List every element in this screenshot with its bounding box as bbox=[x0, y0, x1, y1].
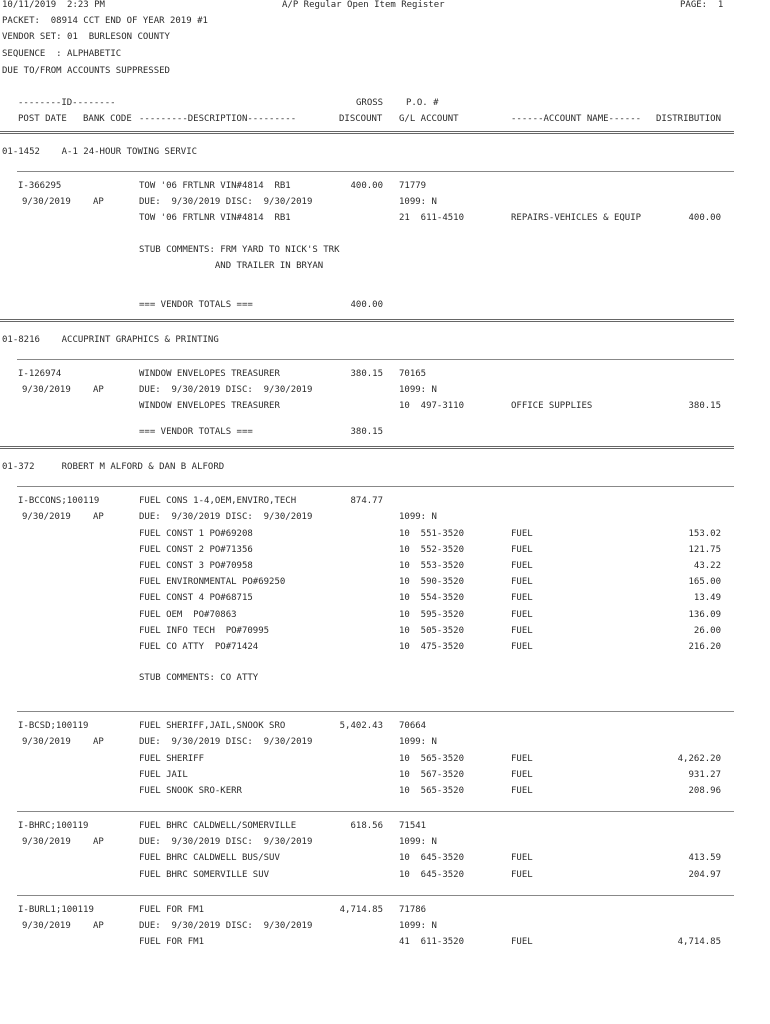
invoice-rule bbox=[17, 359, 734, 360]
distribution-amount: 165.00 bbox=[688, 577, 721, 588]
po-number: 70664 bbox=[399, 721, 427, 732]
distribution-amount: 931.27 bbox=[688, 769, 721, 780]
po-number: 70165 bbox=[399, 368, 427, 379]
gl-account: 10 552-3520 bbox=[399, 544, 465, 555]
post-date: 9/30/2019 bbox=[22, 837, 71, 848]
invoice-description: FUEL BHRC CALDWELL/SOMERVILLE bbox=[139, 821, 297, 831]
post-date: 9/30/2019 bbox=[22, 512, 71, 523]
account-name: FUEL bbox=[511, 869, 533, 880]
col-id: --------ID-------- bbox=[18, 98, 116, 108]
gl-account: 21 611-4510 bbox=[399, 213, 465, 224]
distribution-amount: 13.49 bbox=[693, 593, 721, 604]
line-description: FUEL CONST 3 PO#70958 bbox=[139, 561, 253, 571]
double-rule bbox=[0, 131, 734, 134]
invoice-rule bbox=[17, 811, 734, 812]
invoice-rule bbox=[17, 895, 734, 896]
distribution-amount: 413.59 bbox=[688, 853, 721, 864]
col-gross: GROSS bbox=[356, 98, 384, 108]
po-number: 71786 bbox=[399, 904, 427, 915]
tax-1099: 1099: N bbox=[399, 385, 437, 395]
invoice-rule bbox=[17, 711, 734, 712]
distribution-amount: 208.96 bbox=[688, 786, 721, 796]
distribution-amount: 26.00 bbox=[693, 625, 721, 636]
page-number: PAGE: 1 bbox=[680, 0, 724, 10]
account-name: FUEL bbox=[511, 937, 533, 947]
invoice-id: I-126974 bbox=[18, 368, 62, 379]
stub-comment: AND TRAILER IN BRYAN bbox=[139, 260, 324, 271]
stub-comment: STUB COMMENTS: FRM YARD TO NICK'S TRK bbox=[139, 244, 340, 255]
invoice-id: I-366295 bbox=[18, 181, 62, 191]
invoice-rule bbox=[17, 171, 734, 172]
report-title: A/P Regular Open Item Register bbox=[282, 0, 445, 10]
gl-account: 10 595-3520 bbox=[399, 609, 465, 620]
account-name: FUEL bbox=[511, 753, 533, 764]
distribution-amount: 204.97 bbox=[688, 869, 721, 880]
tax-1099: 1099: N bbox=[399, 512, 437, 523]
col-discount: DISCOUNT bbox=[339, 114, 383, 124]
line-description: FUEL CONST 1 PO#69208 bbox=[139, 528, 253, 539]
suppressed-line: DUE TO/FROM ACCOUNTS SUPPRESSED bbox=[2, 66, 170, 76]
tax-1099: 1099: N bbox=[399, 737, 437, 748]
gross-amount: 874.77 bbox=[350, 496, 383, 507]
account-name: FUEL bbox=[511, 853, 533, 864]
account-name: REPAIRS-VEHICLES & EQUIP bbox=[511, 213, 642, 224]
gl-account: 10 497-3110 bbox=[399, 401, 465, 412]
tax-1099: 1099: N bbox=[399, 197, 437, 208]
gl-account: 10 645-3520 bbox=[399, 869, 465, 880]
vendor-header: 01-8216 ACCUPRINT GRAPHICS & PRINTING bbox=[2, 334, 219, 345]
invoice-id: I-BCSD;100119 bbox=[18, 721, 89, 732]
distribution-amount: 136.09 bbox=[688, 609, 721, 620]
invoice-id: I-BHRC;100119 bbox=[18, 821, 89, 831]
po-number: 71779 bbox=[399, 181, 427, 191]
double-rule bbox=[0, 319, 734, 322]
line-description: FUEL CONST 4 PO#68715 bbox=[139, 593, 253, 604]
line-description: FUEL JAIL bbox=[139, 769, 188, 780]
invoice-description: FUEL FOR FM1 bbox=[139, 904, 205, 915]
distribution-amount: 121.75 bbox=[688, 544, 721, 555]
account-name: FUEL bbox=[511, 544, 533, 555]
packet-line: PACKET: 08914 CCT END OF YEAR 2019 #1 bbox=[2, 16, 208, 26]
gl-account: 10 551-3520 bbox=[399, 528, 465, 539]
stub-comment: STUB COMMENTS: CO ATTY bbox=[139, 673, 259, 684]
tax-1099: 1099: N bbox=[399, 837, 437, 848]
col-post-date: POST DATE bbox=[18, 114, 67, 124]
gl-account: 10 554-3520 bbox=[399, 593, 465, 604]
gl-account: 10 565-3520 bbox=[399, 753, 465, 764]
invoice-id: I-BURL1;100119 bbox=[18, 904, 94, 915]
due-disc-dates: DUE: 9/30/2019 DISC: 9/30/2019 bbox=[139, 920, 313, 931]
tax-1099: 1099: N bbox=[399, 920, 437, 931]
line-description: FUEL CONST 2 PO#71356 bbox=[139, 544, 253, 555]
invoice-rule bbox=[17, 486, 734, 487]
due-disc-dates: DUE: 9/30/2019 DISC: 9/30/2019 bbox=[139, 197, 313, 208]
col-account-name: ------ACCOUNT NAME------ bbox=[511, 114, 642, 124]
line-description: FUEL FOR FM1 bbox=[139, 937, 205, 947]
line-description: FUEL SHERIFF bbox=[139, 753, 205, 764]
account-name: FUEL bbox=[511, 561, 533, 571]
line-description: FUEL BHRC CALDWELL BUS/SUV bbox=[139, 853, 280, 864]
report-datetime: 10/11/2019 2:23 PM bbox=[2, 0, 105, 10]
invoice-description: TOW '06 FRTLNR VIN#4814 RB1 bbox=[139, 181, 291, 191]
post-date: 9/30/2019 bbox=[22, 737, 71, 748]
distribution-amount: 4,262.20 bbox=[677, 753, 721, 764]
col-gl-account: G/L ACCOUNT bbox=[399, 114, 459, 124]
line-description: FUEL SNOOK SRO-KERR bbox=[139, 786, 242, 796]
vendor-totals-label: === VENDOR TOTALS === bbox=[139, 427, 253, 438]
post-date: 9/30/2019 bbox=[22, 920, 71, 931]
vendor-totals-label: === VENDOR TOTALS === bbox=[139, 299, 253, 310]
po-number: 71541 bbox=[399, 821, 427, 831]
post-date: 9/30/2019 bbox=[22, 197, 71, 208]
invoice-description: FUEL SHERIFF,JAIL,SNOOK SRO bbox=[139, 721, 286, 732]
vendor-set-line: VENDOR SET: 01 BURLESON COUNTY bbox=[2, 32, 170, 42]
bank-code: AP bbox=[93, 385, 104, 395]
col-distribution: DISTRIBUTION bbox=[656, 114, 722, 124]
account-name: FUEL bbox=[511, 786, 533, 796]
bank-code: AP bbox=[93, 512, 104, 523]
gl-account: 10 567-3520 bbox=[399, 769, 465, 780]
gross-amount: 400.00 bbox=[350, 181, 383, 191]
due-disc-dates: DUE: 9/30/2019 DISC: 9/30/2019 bbox=[139, 737, 313, 748]
col-po: P.O. # bbox=[406, 98, 439, 108]
distribution-amount: 380.15 bbox=[688, 401, 721, 412]
gross-amount: 5,402.43 bbox=[339, 721, 383, 732]
gl-account: 10 505-3520 bbox=[399, 625, 465, 636]
account-name: FUEL bbox=[511, 577, 533, 588]
vendor-header: 01-1452 A-1 24-HOUR TOWING SERVIC bbox=[2, 147, 198, 157]
gross-amount: 380.15 bbox=[350, 368, 383, 379]
invoice-description: FUEL CONS 1-4,OEM,ENVIRO,TECH bbox=[139, 496, 297, 507]
bank-code: AP bbox=[93, 197, 104, 208]
gl-account: 41 611-3520 bbox=[399, 937, 465, 947]
vendor-totals-amount: 400.00 bbox=[350, 299, 383, 310]
vendor-header: 01-372 ROBERT M ALFORD & DAN B ALFORD bbox=[2, 462, 225, 473]
bank-code: AP bbox=[93, 837, 104, 848]
double-rule bbox=[0, 446, 734, 449]
gl-account: 10 475-3520 bbox=[399, 642, 465, 652]
invoice-description: WINDOW ENVELOPES TREASURER bbox=[139, 368, 280, 379]
distribution-amount: 4,714.85 bbox=[677, 937, 721, 947]
col-bank-code: BANK CODE bbox=[83, 114, 132, 124]
sequence-line: SEQUENCE : ALPHABETIC bbox=[2, 49, 122, 59]
col-description: ---------DESCRIPTION--------- bbox=[139, 114, 297, 124]
line-description: FUEL INFO TECH PO#70995 bbox=[139, 625, 270, 636]
line-description: FUEL ENVIRONMENTAL PO#69250 bbox=[139, 577, 286, 588]
distribution-amount: 153.02 bbox=[688, 528, 721, 539]
line-description: FUEL BHRC SOMERVILLE SUV bbox=[139, 869, 270, 880]
line-description: TOW '06 FRTLNR VIN#4814 RB1 bbox=[139, 213, 291, 224]
distribution-amount: 400.00 bbox=[688, 213, 721, 224]
gross-amount: 4,714.85 bbox=[339, 904, 383, 915]
account-name: FUEL bbox=[511, 593, 533, 604]
due-disc-dates: DUE: 9/30/2019 DISC: 9/30/2019 bbox=[139, 837, 313, 848]
bank-code: AP bbox=[93, 920, 104, 931]
account-name: FUEL bbox=[511, 769, 533, 780]
line-description: WINDOW ENVELOPES TREASURER bbox=[139, 401, 280, 412]
post-date: 9/30/2019 bbox=[22, 385, 71, 395]
bank-code: AP bbox=[93, 737, 104, 748]
gross-amount: 618.56 bbox=[350, 821, 383, 831]
distribution-amount: 43.22 bbox=[693, 561, 721, 571]
account-name: FUEL bbox=[511, 642, 533, 652]
account-name: FUEL bbox=[511, 625, 533, 636]
vendor-totals-amount: 380.15 bbox=[350, 427, 383, 438]
account-name: FUEL bbox=[511, 609, 533, 620]
line-description: FUEL OEM PO#70863 bbox=[139, 609, 237, 620]
invoice-id: I-BCCONS;100119 bbox=[18, 496, 100, 507]
gl-account: 10 590-3520 bbox=[399, 577, 465, 588]
due-disc-dates: DUE: 9/30/2019 DISC: 9/30/2019 bbox=[139, 512, 313, 523]
gl-account: 10 553-3520 bbox=[399, 561, 465, 571]
account-name: FUEL bbox=[511, 528, 533, 539]
account-name: OFFICE SUPPLIES bbox=[511, 401, 593, 412]
gl-account: 10 565-3520 bbox=[399, 786, 465, 796]
line-description: FUEL CO ATTY PO#71424 bbox=[139, 642, 259, 652]
due-disc-dates: DUE: 9/30/2019 DISC: 9/30/2019 bbox=[139, 385, 313, 395]
gl-account: 10 645-3520 bbox=[399, 853, 465, 864]
distribution-amount: 216.20 bbox=[688, 642, 721, 652]
